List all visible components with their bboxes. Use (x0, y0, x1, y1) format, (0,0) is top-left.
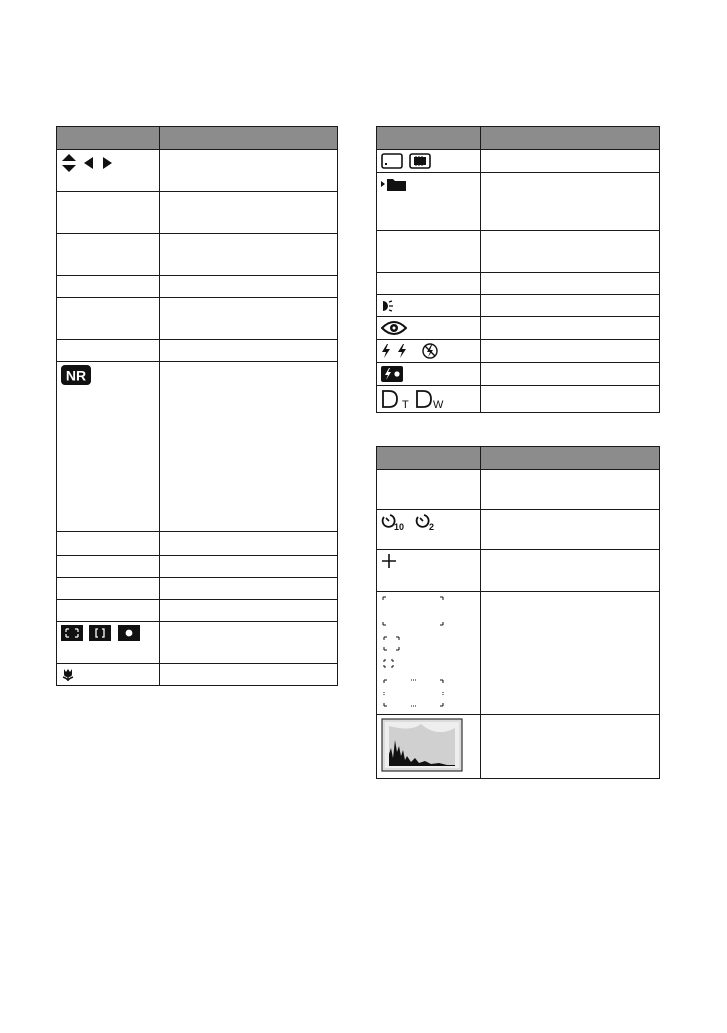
noise-reduction-icon (61, 365, 91, 385)
description-cell (481, 317, 660, 340)
header-cell-indication (481, 447, 660, 470)
icon-cell (377, 340, 481, 363)
description-cell (481, 386, 660, 413)
icon-cell (57, 362, 160, 532)
icon-cell (57, 150, 160, 192)
table-row (57, 532, 338, 556)
left-right-arrows-icon (83, 156, 113, 170)
table-row (377, 592, 660, 715)
table-row (57, 622, 338, 664)
description-cell (160, 622, 338, 664)
label-cell (57, 276, 160, 298)
description-cell (481, 550, 660, 592)
red-eye-reduction-icon (381, 320, 407, 336)
table-header-row (57, 127, 338, 150)
table-header-row (377, 127, 660, 150)
description-cell (160, 192, 338, 234)
svg-text:10: 10 (394, 522, 405, 531)
self-timer-2s-icon (415, 513, 439, 531)
table-row (57, 664, 338, 686)
description-cell (160, 578, 338, 600)
description-cell (481, 510, 660, 550)
description-cell (160, 664, 338, 686)
table-row (57, 362, 338, 532)
description-cell (481, 592, 660, 715)
description-cell (481, 340, 660, 363)
description-cell (481, 231, 660, 273)
svg-text:NR: NR (65, 367, 87, 384)
label-cell (377, 231, 481, 273)
table-row (57, 234, 338, 276)
label-cell (377, 273, 481, 295)
flash-auto-icon (381, 344, 391, 358)
description-cell (160, 362, 338, 532)
description-cell (160, 600, 338, 622)
flash-on-icon (397, 344, 407, 358)
table-row (377, 715, 660, 779)
self-timer-10s-icon (381, 513, 409, 531)
table-row (377, 386, 660, 413)
af-range-finder-frames-icon (381, 595, 449, 711)
label-cell (377, 470, 481, 510)
description-cell (160, 150, 338, 192)
description-cell (160, 556, 338, 578)
svg-text:W: W (433, 399, 444, 409)
left-icon-table (56, 126, 338, 686)
header-cell-display (377, 447, 481, 470)
description-cell (481, 150, 660, 173)
table-header-row (377, 447, 660, 470)
header-cell-indication (160, 127, 338, 150)
spot-metering-icon (118, 625, 140, 641)
label-cell (57, 234, 160, 276)
table-row (57, 340, 338, 362)
table-row (57, 600, 338, 622)
description-cell (160, 298, 338, 340)
header-cell-display (377, 127, 481, 150)
table-row (377, 295, 660, 317)
label-cell (57, 556, 160, 578)
memory-card-icon (381, 153, 403, 169)
zoom-wide-icon (415, 389, 447, 409)
description-cell (160, 234, 338, 276)
label-cell (57, 192, 160, 234)
table-row (377, 231, 660, 273)
icon-cell (377, 317, 481, 340)
table-row (57, 150, 338, 192)
table-row (57, 192, 338, 234)
table-row (57, 276, 338, 298)
right-top-icon-table (376, 126, 660, 413)
label-cell (57, 600, 160, 622)
internal-memory-icon (409, 153, 431, 169)
icon-cell (377, 510, 481, 550)
description-cell (160, 276, 338, 298)
icon-cell (377, 173, 481, 231)
icon-cell (377, 363, 481, 386)
svg-text:T: T (402, 399, 409, 409)
up-down-arrows-icon (61, 153, 77, 173)
table-row (377, 363, 660, 386)
description-cell (160, 532, 338, 556)
macro-tulip-icon (61, 668, 75, 682)
table-row (377, 470, 660, 510)
af-illuminator-icon (381, 299, 395, 313)
table-row (377, 150, 660, 173)
flash-off-icon (422, 343, 438, 359)
recording-folder-icon (381, 176, 407, 192)
table-row (377, 550, 660, 592)
icon-cell (377, 550, 481, 592)
svg-text:2: 2 (429, 522, 435, 531)
description-cell (160, 340, 338, 362)
table-row (57, 556, 338, 578)
zoom-tele-icon (381, 389, 409, 409)
center-weighted-metering-icon (89, 625, 111, 641)
label-cell (57, 532, 160, 556)
icon-cell (377, 150, 481, 173)
description-cell (481, 715, 660, 779)
description-cell (481, 295, 660, 317)
icon-cell (377, 295, 481, 317)
icon-cell (377, 386, 481, 413)
description-cell (481, 273, 660, 295)
label-cell (57, 340, 160, 362)
icon-cell (57, 622, 160, 664)
multi-metering-icon (61, 625, 83, 641)
table-row (377, 173, 660, 231)
histogram-icon (381, 718, 463, 772)
flash-charging-icon (381, 366, 403, 382)
label-cell (57, 298, 160, 340)
icon-cell (377, 592, 481, 715)
icon-cell (377, 715, 481, 779)
header-cell-indication (481, 127, 660, 150)
header-cell-display (57, 127, 160, 150)
description-cell (481, 173, 660, 231)
label-cell (57, 578, 160, 600)
table-row (57, 298, 338, 340)
right-bottom-icon-table (376, 446, 660, 779)
table-row (377, 510, 660, 550)
icon-cell (57, 664, 160, 686)
description-cell (481, 470, 660, 510)
spot-metering-crosshair-icon (381, 553, 397, 569)
table-row (377, 317, 660, 340)
table-row (377, 340, 660, 363)
table-row (377, 273, 660, 295)
table-row (57, 578, 338, 600)
description-cell (481, 363, 660, 386)
